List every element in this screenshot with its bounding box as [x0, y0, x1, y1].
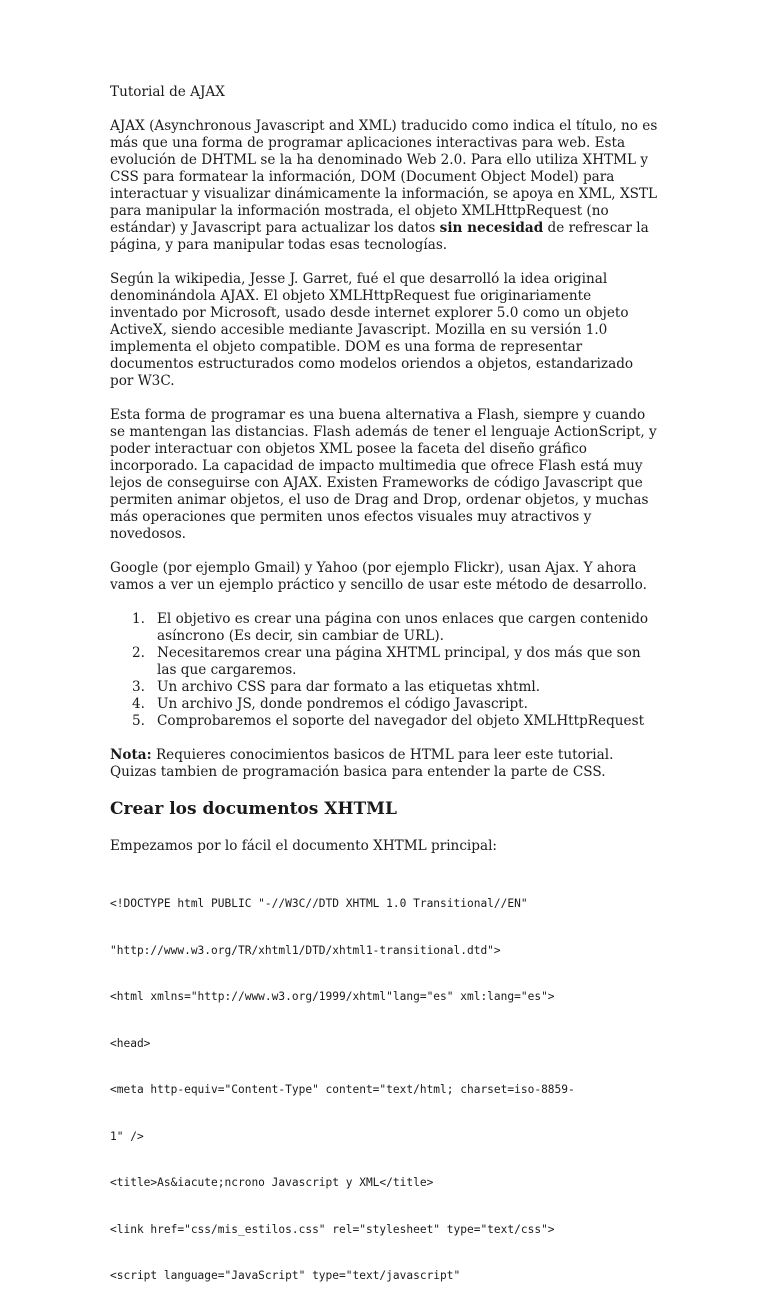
bold-phrase: sin necesidad	[439, 220, 544, 236]
note-paragraph	[110, 747, 658, 781]
list-item	[110, 611, 658, 645]
list-text: Comprobaremos el soporte del navegador del objeto XMLHttpRequest	[157, 713, 645, 729]
code-line: <script language="JavaScript" type="text/javascript"	[110, 1269, 461, 1282]
document-page	[110, 84, 658, 1315]
document-title: Tutorial de AJAX	[110, 84, 225, 100]
list-number: 2.	[132, 645, 145, 661]
paragraph-intro-end: de refrescar la página, y para manipular todas esas tecnologías.	[110, 220, 649, 253]
steps-list	[110, 611, 658, 730]
paragraph-flash: Esta forma de programar es una buena alternativa a Flash, siempre y cuando se mantengan las distancias. Flash además de tener el lenguaje ActionScript, y poder interactuar con objetos XML posee la faceta del diseño gráfico incorporado. La capacidad de impacto multimedia que ofrece Flash está muy lejos de conseguirse con AJAX. Existen Frameworks de código Javascript que permiten animar objetos, el uso de Drag and Drop, ordenar objetos, y muchas más operaciones que permiten unos efectos visuales muy atractivos y novedosos.	[110, 407, 657, 542]
list-text: Un archivo JS, donde pondremos el código Javascript.	[157, 696, 528, 712]
list-item	[110, 713, 658, 730]
list-item	[110, 696, 658, 713]
code-line: <title>As&iacute;ncrono Javascript y XML</title>	[110, 1176, 434, 1189]
list-text: El objetivo es crear una página con unos enlaces que cargen contenido asíncrono (Es decir, sin cambiar de URL).	[157, 611, 649, 644]
section-intro: Empezamos por lo fácil el documento XHTML principal:	[110, 838, 498, 854]
list-text: Necesitaremos crear una página XHTML principal, y dos más que son las que cargaremos.	[157, 645, 641, 678]
paragraph-history: Según la wikipedia, Jesse J. Garret, fué el que desarrolló la idea original denominándola AJAX. El objeto XMLHttpRequest fue originariamente inventado por Microsoft, usado desde internet explorer 5.0 como un objeto ActiveX, siendo accesible mediante Javascript. Mozilla en su versión 1.0 implementa el objeto compatible. DOM es una forma de representar documentos estructurados como modelos oriendos a objetos, estandarizado por W3C.	[110, 271, 634, 389]
list-item	[110, 679, 658, 696]
note-label: Nota:	[110, 747, 152, 763]
code-line: "http://www.w3.org/TR/xhtml1/DTD/xhtml1-transitional.dtd">	[110, 943, 501, 957]
code-line: <html xmlns="http://www.w3.org/1999/xhtml"lang="es" xml:lang="es">	[110, 990, 555, 1003]
list-number: 5.	[132, 713, 145, 729]
list-item	[110, 645, 658, 679]
code-block	[110, 865, 658, 1315]
code-line: <meta http-equiv="Content-Type" content="text/html; charset=iso-8859-	[110, 1083, 575, 1096]
paragraph-examples: Google (por ejemplo Gmail) y Yahoo (por ejemplo Flickr), usan Ajax. Y ahora vamos a ver un ejemplo práctico y sencillo de usar este método de desarrollo.	[110, 560, 647, 593]
list-number: 3.	[132, 679, 145, 695]
code-line: 1" />	[110, 1129, 144, 1143]
section-heading: Crear los documentos XHTML	[110, 799, 397, 819]
code-line: <link href="css/mis_estilos.css" rel="stylesheet" type="text/css">	[110, 1222, 555, 1236]
list-number: 1.	[132, 611, 145, 627]
code-line: <!DOCTYPE html PUBLIC "-//W3C//DTD XHTML 1.0 Transitional//EN"	[110, 897, 528, 910]
paragraph-intro	[110, 118, 658, 254]
code-line: <head>	[110, 1036, 151, 1050]
paragraph-intro-text: AJAX (Asynchronous Javascript and XML) traducido como indica el título, no es más que una forma de programar aplicaciones interactivas para web. Esta evolución de DHTML se la ha denominado Web 2.0. Para ello utiliza XHTML y CSS para formatear la información, DOM (Document Object Model) para interactuar y visualizar dinámicamente la información, se apoya en XML, XSTL para manipular la información mostrada, el objeto XMLHttpRequest (no estándar) y Javascript para actualizar los datos	[110, 118, 658, 236]
list-text: Un archivo CSS para dar formato a las etiquetas xhtml.	[157, 679, 541, 695]
note-text: Requieres conocimientos basicos de HTML para leer este tutorial. Quizas tambien de programación basica para entender la parte de CSS.	[110, 747, 614, 780]
list-number: 4.	[132, 696, 145, 712]
